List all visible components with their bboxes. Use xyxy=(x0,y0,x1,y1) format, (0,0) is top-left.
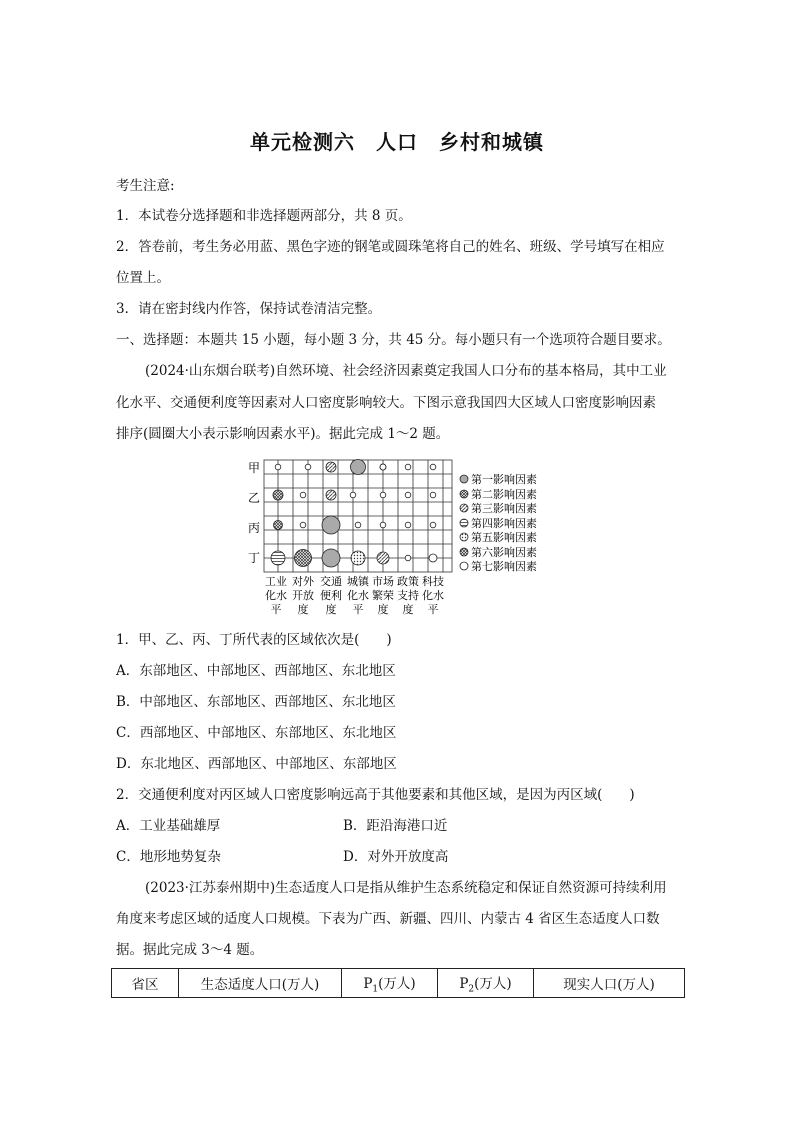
notice-heading: 考生注意: xyxy=(116,178,175,194)
passage2-line-3: 据。据此完成 3～4 题。 xyxy=(116,942,264,958)
row-jia-first-factor xyxy=(351,460,366,475)
legend-item-2: 第二影响因素 xyxy=(471,488,537,501)
population-table xyxy=(111,968,685,998)
header-actual-population: 现实人口(万人) xyxy=(534,969,685,998)
row-label-ding: 丁 xyxy=(248,551,261,565)
col-label-5b: 繁荣 xyxy=(372,589,394,602)
legend-item-7: 第七影响因素 xyxy=(471,560,537,573)
q2-option-a[interactable]: A．工业基础雄厚 xyxy=(116,818,221,834)
col-label-4a: 城镇 xyxy=(347,575,369,588)
header-province: 省区 xyxy=(112,969,179,998)
col-label-2b: 开放 xyxy=(292,589,314,602)
legend-item-3: 第三影响因素 xyxy=(471,502,537,515)
col-label-7b: 化水 xyxy=(422,589,444,602)
col-label-2c: 度 xyxy=(297,603,309,616)
row-label-yi: 乙 xyxy=(248,491,261,505)
header-p1: $P_1$(万人) xyxy=(342,969,438,998)
notice-item-2: 2．答卷前，考生务必用蓝、黑色字迹的钢笔或圆珠笔将自己的姓名、班级、学号填写在相应 xyxy=(116,239,665,255)
row-label-jia: 甲 xyxy=(248,461,261,475)
q2-stem: 2．交通便利度对丙区域人口密度影响远高于其他要素和其他区域，是因为丙区域( ) xyxy=(116,787,635,803)
row-bing-circles xyxy=(274,516,436,534)
col-label-5a: 市场 xyxy=(372,575,394,588)
col-label-1c: 平 xyxy=(270,603,282,616)
q1-option-d[interactable]: D．东北地区、西部地区、中部地区、东部地区 xyxy=(116,756,397,772)
row-label-bing: 丙 xyxy=(248,521,261,535)
page-title: 单元检测六 人口 乡村和城镇 xyxy=(250,130,544,154)
legend-item-1: 第一影响因素 xyxy=(471,473,537,486)
col-label-4b: 化水 xyxy=(347,589,369,602)
table-header-row xyxy=(112,969,685,998)
col-label-5c: 度 xyxy=(377,603,389,616)
q2-option-d[interactable]: D．对外开放度高 xyxy=(343,849,449,865)
col-label-3c: 度 xyxy=(325,603,337,616)
q1-option-c[interactable]: C．西部地区、中部地区、东部地区、东北地区 xyxy=(116,725,397,741)
q1-option-a[interactable]: A．东部地区、中部地区、西部地区、东北地区 xyxy=(116,663,396,679)
col-label-7c: 平 xyxy=(427,603,439,616)
q2-option-c[interactable]: C．地形地势复杂 xyxy=(116,849,221,865)
col-label-1b: 化水 xyxy=(265,589,287,602)
legend-item-6: 第六影响因素 xyxy=(471,546,537,559)
legend-item-5: 第五影响因素 xyxy=(471,531,537,544)
col-label-3b: 便利 xyxy=(320,589,342,602)
notice-item-3: 3．请在密封线内作答，保持试卷清洁完整。 xyxy=(116,301,382,317)
passage2-line-2: 角度来考虑区域的适度人口规模。下表为广西、新疆、四川、内蒙古 4 省区生态适度人口数 xyxy=(116,911,660,927)
col-label-2a: 对外 xyxy=(292,575,314,588)
figure-legend xyxy=(460,472,537,573)
q1-option-b[interactable]: B．中部地区、东部地区、西部地区、东北地区 xyxy=(116,694,396,710)
section-heading: 一、选择题：本题共 15 小题，每小题 3 分，共 45 分。每小题只有一个选项符合题目要求。 xyxy=(116,332,671,348)
header-p2: $P_2$(万人) xyxy=(438,969,534,998)
col-label-7a: 科技 xyxy=(422,575,444,588)
col-label-6c: 度 xyxy=(402,603,414,616)
col-label-1a: 工业 xyxy=(265,575,287,588)
col-label-3a: 交通 xyxy=(320,575,342,588)
row-yi-circles xyxy=(273,490,436,500)
q1-stem: 1．甲、乙、丙、丁所代表的区域依次是( ) xyxy=(116,632,392,648)
passage1-line-1: (2024·山东烟台联考)自然环境、社会经济因素奠定我国人口分布的基本格局，其中工业 xyxy=(145,363,667,379)
passage1-line-2: 化水平、交通便利度等因素对人口密度影响较大。下图示意我国四大区域人口密度影响因素 xyxy=(116,395,656,411)
passage1-line-3: 排序(圆圈大小表示影响因素水平)。据此完成 1～2 题。 xyxy=(116,426,450,442)
column-labels xyxy=(265,574,444,616)
col-label-6b: 支持 xyxy=(397,589,419,602)
q2-option-b[interactable]: B．距沿海港口近 xyxy=(343,818,448,834)
notice-item-1: 1．本试卷分选择题和非选择题两部分，共 8 页。 xyxy=(116,208,412,224)
legend-item-4: 第四影响因素 xyxy=(471,517,537,530)
passage2-line-1: (2023·江苏泰州期中)生态适度人口是指从维护生态系统稳定和保证自然资源可持续利用 xyxy=(145,880,667,896)
col-label-6a: 政策 xyxy=(397,575,419,588)
col-label-4c: 平 xyxy=(352,603,364,616)
factor-ranking-figure xyxy=(245,455,555,620)
notice-item-2-cont: 位置上。 xyxy=(116,270,170,286)
header-eco-population: 生态适度人口(万人) xyxy=(179,969,342,998)
